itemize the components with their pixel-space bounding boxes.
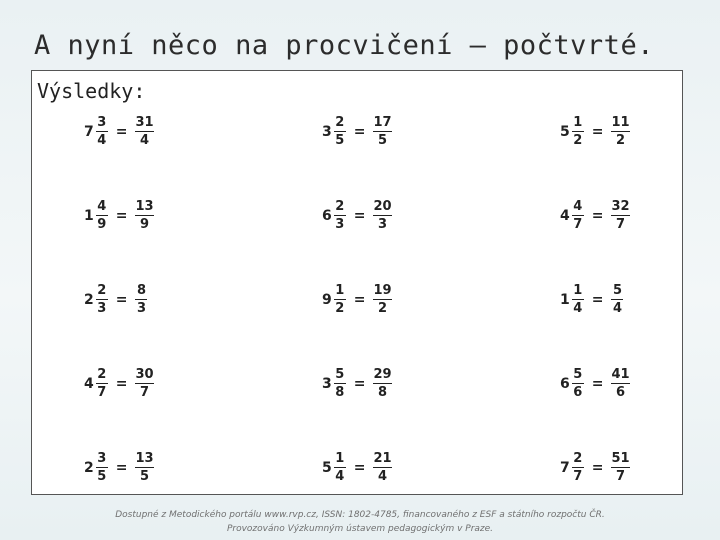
fraction-bar xyxy=(572,467,584,468)
fraction xyxy=(96,115,108,148)
equals-sign: = xyxy=(353,459,366,476)
equation-grid xyxy=(32,71,682,494)
fraction xyxy=(334,451,346,484)
fraction-bar xyxy=(611,299,623,300)
fraction-bar xyxy=(135,383,153,384)
fraction-bar xyxy=(334,131,346,132)
fraction xyxy=(96,199,108,232)
result-fraction-denominator: 2 xyxy=(616,133,626,148)
result-fraction-denominator: 2 xyxy=(378,301,388,316)
whole-part: 1 xyxy=(560,291,570,308)
equals-sign: = xyxy=(591,291,604,308)
equals-sign: = xyxy=(115,375,128,392)
fraction-denominator: 2 xyxy=(573,133,583,148)
result-fraction-denominator: 6 xyxy=(616,385,626,400)
result-fraction-numerator: 19 xyxy=(373,283,392,298)
fraction-numerator: 1 xyxy=(573,283,583,298)
mixed-number-equation xyxy=(322,199,392,232)
fraction-numerator: 2 xyxy=(97,283,107,298)
fraction-numerator: 3 xyxy=(97,115,107,130)
result-fraction-numerator: 51 xyxy=(611,451,630,466)
result-fraction-numerator: 13 xyxy=(135,199,154,214)
whole-part: 9 xyxy=(322,291,332,308)
equals-sign: = xyxy=(353,291,366,308)
equals-sign: = xyxy=(353,123,366,140)
results-panel xyxy=(31,70,683,495)
fraction-bar xyxy=(334,383,346,384)
whole-part: 5 xyxy=(560,123,570,140)
fraction xyxy=(96,283,108,316)
mixed-number-equation xyxy=(84,115,154,148)
fraction-denominator: 5 xyxy=(97,469,107,484)
mixed-number-equation xyxy=(560,199,630,232)
fraction-numerator: 2 xyxy=(97,367,107,382)
result-fraction-denominator: 4 xyxy=(140,133,150,148)
result-fraction-numerator: 11 xyxy=(611,115,630,130)
result-fraction-numerator: 8 xyxy=(136,283,146,298)
result-fraction xyxy=(135,367,153,400)
result-fraction-numerator: 20 xyxy=(373,199,392,214)
fraction-bar xyxy=(373,215,391,216)
result-fraction xyxy=(135,283,147,316)
result-fraction-numerator: 5 xyxy=(612,283,622,298)
result-fraction-denominator: 5 xyxy=(378,133,388,148)
fraction-bar xyxy=(135,131,153,132)
mixed-number-equation xyxy=(84,199,154,232)
whole-part: 2 xyxy=(84,459,94,476)
results-heading: Výsledky: xyxy=(37,79,146,103)
fraction-bar xyxy=(96,215,108,216)
fraction-numerator: 2 xyxy=(335,115,345,130)
fraction-numerator: 4 xyxy=(97,199,107,214)
fraction-denominator: 3 xyxy=(97,301,107,316)
mixed-number-equation xyxy=(84,283,147,316)
fraction-bar xyxy=(135,215,153,216)
result-fraction-denominator: 3 xyxy=(136,301,146,316)
result-fraction-denominator: 7 xyxy=(616,217,626,232)
equals-sign: = xyxy=(353,207,366,224)
mixed-number-equation xyxy=(560,451,630,484)
fraction-denominator: 4 xyxy=(573,301,583,316)
fraction-bar xyxy=(96,131,108,132)
fraction-denominator: 7 xyxy=(573,217,583,232)
mixed-number-equation xyxy=(84,367,154,400)
result-fraction xyxy=(611,367,629,400)
equals-sign: = xyxy=(353,375,366,392)
equals-sign: = xyxy=(591,123,604,140)
result-fraction-numerator: 29 xyxy=(373,367,392,382)
footer-credits xyxy=(0,508,720,536)
footer-line-1: Dostupné z Metodického portálu www.rvp.cz, ISSN: 1802-4785, financovaného z ESF a státního rozpočtu ČR. xyxy=(115,510,605,520)
fraction xyxy=(334,367,346,400)
result-fraction xyxy=(373,367,391,400)
fraction-numerator: 4 xyxy=(573,199,583,214)
fraction xyxy=(334,115,346,148)
mixed-number-equation xyxy=(84,451,154,484)
whole-part: 4 xyxy=(560,207,570,224)
result-fraction xyxy=(373,451,391,484)
fraction-denominator: 4 xyxy=(335,469,345,484)
fraction-denominator: 3 xyxy=(335,217,345,232)
fraction-bar xyxy=(373,131,391,132)
result-fraction xyxy=(611,199,629,232)
result-fraction-numerator: 30 xyxy=(135,367,154,382)
fraction xyxy=(96,367,108,400)
fraction-numerator: 3 xyxy=(97,451,107,466)
whole-part: 7 xyxy=(84,123,94,140)
whole-part: 1 xyxy=(84,207,94,224)
fraction-denominator: 9 xyxy=(97,217,107,232)
fraction-numerator: 5 xyxy=(335,367,345,382)
fraction xyxy=(334,199,346,232)
fraction-bar xyxy=(334,215,346,216)
whole-part: 6 xyxy=(560,375,570,392)
fraction-bar xyxy=(96,299,108,300)
fraction xyxy=(572,367,584,400)
fraction-bar xyxy=(373,467,391,468)
equals-sign: = xyxy=(115,291,128,308)
fraction-numerator: 1 xyxy=(335,451,345,466)
result-fraction-denominator: 5 xyxy=(140,469,150,484)
result-fraction-denominator: 9 xyxy=(140,217,150,232)
result-fraction xyxy=(373,283,391,316)
fraction-bar xyxy=(334,467,346,468)
mixed-number-equation xyxy=(322,367,392,400)
result-fraction-denominator: 7 xyxy=(140,385,150,400)
result-fraction-denominator: 4 xyxy=(378,469,388,484)
fraction-denominator: 2 xyxy=(335,301,345,316)
footer-line-2: Provozováno Výzkumným ústavem pedagogickým v Praze. xyxy=(226,524,494,534)
fraction-denominator: 7 xyxy=(573,469,583,484)
result-fraction-denominator: 7 xyxy=(616,469,626,484)
fraction-denominator: 5 xyxy=(335,133,345,148)
result-fraction xyxy=(373,115,391,148)
fraction-bar xyxy=(611,131,629,132)
result-fraction xyxy=(135,451,153,484)
fraction xyxy=(572,283,584,316)
whole-part: 3 xyxy=(322,123,332,140)
fraction-bar xyxy=(572,299,584,300)
whole-part: 7 xyxy=(560,459,570,476)
equals-sign: = xyxy=(591,375,604,392)
mixed-number-equation xyxy=(322,451,392,484)
fraction-bar xyxy=(135,467,153,468)
fraction-numerator: 1 xyxy=(573,115,583,130)
result-fraction-numerator: 21 xyxy=(373,451,392,466)
fraction-bar xyxy=(373,299,391,300)
fraction-bar xyxy=(96,467,108,468)
result-fraction xyxy=(611,115,629,148)
result-fraction-denominator: 8 xyxy=(378,385,388,400)
fraction-bar xyxy=(334,299,346,300)
fraction-bar xyxy=(611,383,629,384)
fraction xyxy=(334,283,346,316)
fraction-denominator: 8 xyxy=(335,385,345,400)
fraction-bar xyxy=(572,383,584,384)
fraction-numerator: 2 xyxy=(573,451,583,466)
result-fraction-numerator: 31 xyxy=(135,115,154,130)
equals-sign: = xyxy=(591,459,604,476)
fraction-numerator: 5 xyxy=(573,367,583,382)
whole-part: 2 xyxy=(84,291,94,308)
equals-sign: = xyxy=(591,207,604,224)
fraction-numerator: 1 xyxy=(335,283,345,298)
result-fraction xyxy=(135,199,153,232)
fraction-bar xyxy=(572,215,584,216)
result-fraction-numerator: 41 xyxy=(611,367,630,382)
equals-sign: = xyxy=(115,123,128,140)
fraction xyxy=(96,451,108,484)
result-fraction-numerator: 17 xyxy=(373,115,392,130)
fraction-bar xyxy=(611,467,629,468)
fraction-bar xyxy=(611,215,629,216)
fraction-denominator: 7 xyxy=(97,385,107,400)
fraction-bar xyxy=(373,383,391,384)
mixed-number-equation xyxy=(560,115,630,148)
mixed-number-equation xyxy=(322,283,392,316)
fraction xyxy=(572,451,584,484)
mixed-number-equation xyxy=(322,115,392,148)
result-fraction-numerator: 13 xyxy=(135,451,154,466)
fraction-bar xyxy=(572,131,584,132)
fraction-numerator: 2 xyxy=(335,199,345,214)
result-fraction xyxy=(135,115,153,148)
whole-part: 4 xyxy=(84,375,94,392)
result-fraction xyxy=(611,283,623,316)
equals-sign: = xyxy=(115,459,128,476)
whole-part: 6 xyxy=(322,207,332,224)
result-fraction-denominator: 3 xyxy=(378,217,388,232)
fraction-bar xyxy=(96,383,108,384)
result-fraction xyxy=(373,199,391,232)
result-fraction-numerator: 32 xyxy=(611,199,630,214)
fraction-denominator: 6 xyxy=(573,385,583,400)
fraction xyxy=(572,115,584,148)
fraction xyxy=(572,199,584,232)
fraction-denominator: 4 xyxy=(97,133,107,148)
fraction-bar xyxy=(135,299,147,300)
equals-sign: = xyxy=(115,207,128,224)
whole-part: 3 xyxy=(322,375,332,392)
mixed-number-equation xyxy=(560,367,630,400)
result-fraction xyxy=(611,451,629,484)
result-fraction-denominator: 4 xyxy=(612,301,622,316)
slide-title: A nyní něco na procvičení – počtvrté. xyxy=(34,30,654,61)
mixed-number-equation xyxy=(560,283,623,316)
whole-part: 5 xyxy=(322,459,332,476)
